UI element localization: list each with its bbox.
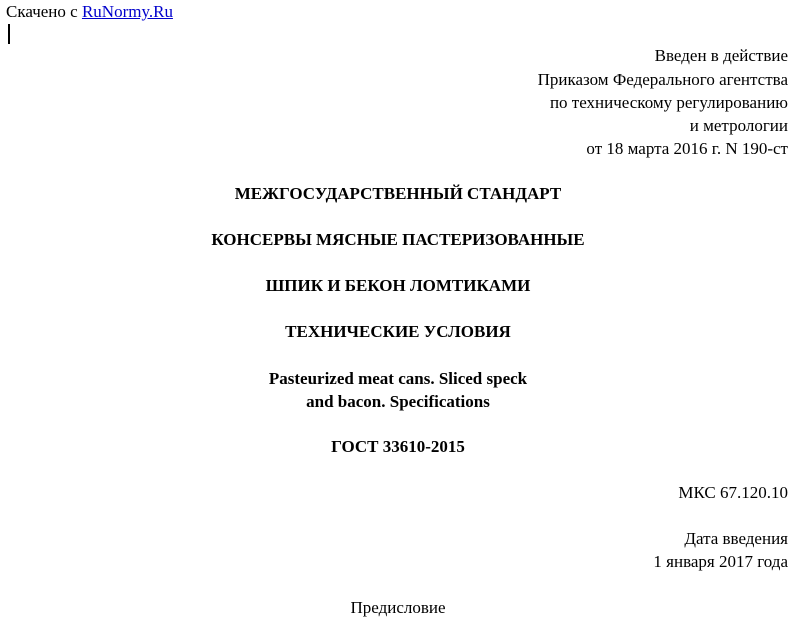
gost-number: ГОСТ 33610-2015: [331, 437, 465, 456]
source-link[interactable]: RuNormy.Ru: [81, 2, 173, 21]
enactment-line-1: Введен в действие: [654, 46, 788, 65]
standard-type-heading: МЕЖГОСУДАРСТВЕННЫЙ СТАНДАРТ: [234, 184, 562, 203]
download-source-line: [6, 1, 173, 22]
mks-code: МКС 67.120.10: [678, 483, 788, 502]
title-line-2: ШПИК И БЕКОН ЛОМТИКАМИ: [265, 276, 531, 295]
title-line-1: КОНСЕРВЫ МЯСНЫЕ ПАСТЕРИЗОВАННЫЕ: [211, 230, 585, 249]
text-cursor: [8, 24, 10, 44]
effective-date-label: Дата введения: [684, 529, 788, 548]
foreword-heading: Предисловие: [350, 598, 446, 617]
effective-date-value: 1 января 2017 года: [653, 552, 788, 571]
subtitle-heading: ТЕХНИЧЕСКИЕ УСЛОВИЯ: [285, 322, 511, 341]
enactment-line-4: и метрологии: [689, 116, 788, 135]
english-title-line-1: Pasteurized meat cans. Sliced speck: [268, 369, 528, 388]
enactment-line-5: от 18 марта 2016 г. N 190-ст: [586, 139, 788, 158]
enactment-line-3: по техническому регулированию: [549, 93, 788, 112]
downloaded-prefix: Скачено с: [6, 2, 78, 21]
english-title-line-2: and bacon. Specifications: [306, 392, 490, 411]
enactment-line-2: Приказом Федерального агентства: [537, 70, 788, 89]
